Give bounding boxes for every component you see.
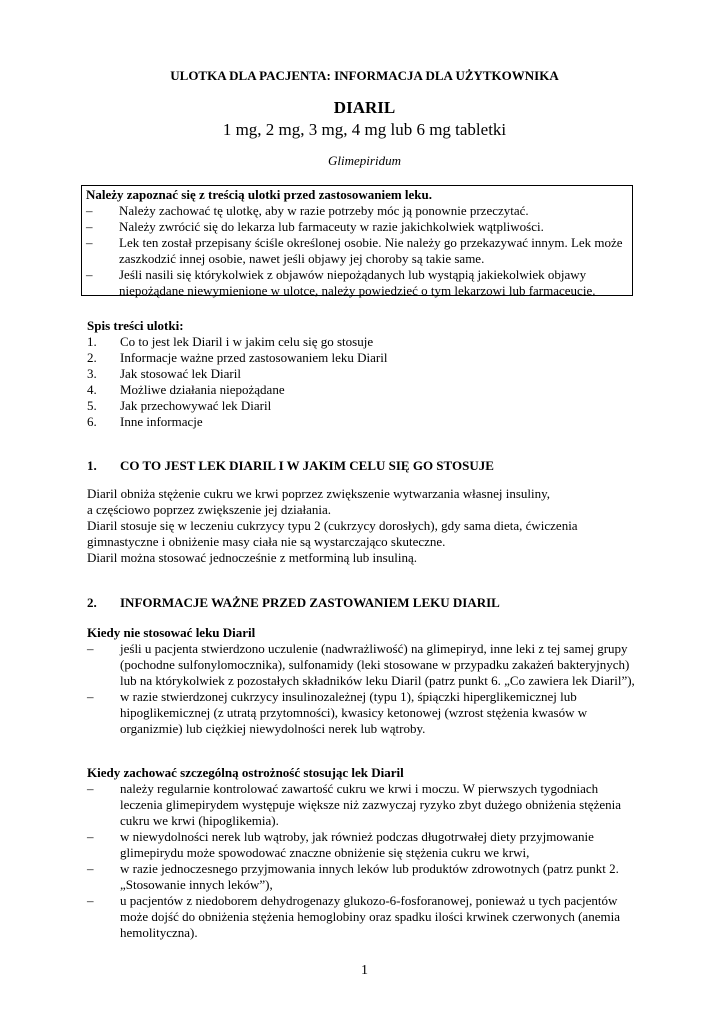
notice-item: – Należy zachować tę ulotkę, aby w razie potrzeby móc ją ponownie przeczytać. xyxy=(86,203,529,218)
toc-item: 1. Co to jest lek Diaril i w jakim celu się go stosuje xyxy=(87,334,374,349)
section-1-paragraph: a częściowo poprzez zwiększenie jej działania. xyxy=(87,502,331,517)
toc-item: 3. Jak stosować lek Diaril xyxy=(87,366,241,381)
contraindication-item: – w razie stwierdzonej cukrzycy insulinozależnej (typu 1), śpiączki hiperglikemicznej lub hipoglikemicznej (z utratą przytomności), kwasicy ketonowej (wzrost stężenia kwasów w organizmie) lub ciężkiej niewydolności nerek lub wątroby. xyxy=(87,689,588,736)
toc-item: 4. Możliwe działania niepożądane xyxy=(87,382,285,397)
drug-doses: 1 mg, 2 mg, 3 mg, 4 mg lub 6 mg tabletki xyxy=(222,120,507,139)
drug-inn: Glimepiridum xyxy=(328,153,401,168)
toc-item: 6. Inne informacje xyxy=(87,414,203,429)
toc-list xyxy=(87,334,642,430)
precaution-item: – należy regularnie kontrolować zawartość cukru we krwi i moczu. W pierwszych tygodniach leczenia glimepirydem występuje większe niż zazwyczaj ryzyko zbyt dużego obniżenia stężenia cukru we krwi (hipoglikemia). xyxy=(87,781,622,828)
section-1-body xyxy=(87,486,642,566)
contraindications-block xyxy=(87,625,642,737)
precaution-item: – w razie jednoczesnego przyjmowania innych leków lub produktów zdrowotnych (patrz punkt 2. „Stosowanie innych leków”), xyxy=(87,861,619,892)
drug-name: DIARIL xyxy=(333,98,396,117)
toc-item: 2. Informacje ważne przed zastosowaniem leku Diaril xyxy=(87,350,388,365)
precaution-item: – w niewydolności nerek lub wątroby, jak również podczas długotrwałej diety przyjmowanie glimepirydu może spowodować znaczne obniżenie się stężenia cukru we krwi, xyxy=(87,829,594,860)
section-2-heading: 2. INFORMACJE WAŻNE PRZED ZASTOWANIEM LEKU DIARIL xyxy=(87,595,500,610)
section-1-paragraph: Diaril można stosować jednocześnie z metforminą lub insuliną. xyxy=(87,550,417,565)
contraindication-item: – jeśli u pacjenta stwierdzono uczulenie (nadwrażliwość) na glimepiryd, inne leki z tej samej grupy (pochodne sulfonylomocznika), sulfonamidy (leki stosowane w przypadku zakażeń bakteryjnych) lub na którykolwiek z pozostałych składników leku Diaril (patrz punkt 6. „Co zawiera lek Diaril”), xyxy=(87,641,635,688)
section-1-paragraph: Diaril obniża stężenie cukru we krwi poprzez zwiększenie wytwarzania własnej insuliny, xyxy=(87,486,551,501)
notice-item: – Jeśli nasili się którykolwiek z objawów niepożądanych lub wystąpią jakiekolwiek objawy niepożądane niewymienione w ulotce, należy powiedzieć o tym lekarzowi lub farmaceucie. xyxy=(86,267,596,298)
notice-list xyxy=(86,203,628,299)
toc-heading: Spis treści ulotki: xyxy=(87,318,184,333)
precautions-block xyxy=(87,765,642,941)
toc-item: 5. Jak przechowywać lek Diaril xyxy=(87,398,272,413)
precaution-item: – u pacjentów z niedoborem dehydrogenazy glukozo-6-fosforanowej, ponieważ u tych pacjentów może dojść do obniżenia stężenia hemoglobiny oraz spadku ilości krwinek czerwonych (anemia hemolityczna). xyxy=(87,893,620,940)
section-1-heading: 1. CO TO JEST LEK DIARIL I W JAKIM CELU SIĘ GO STOSUJE xyxy=(87,458,494,473)
section-1-paragraph: Diaril stosuje się w leczeniu cukrzycy typu 2 (cukrzycy dorosłych), gdy sama dieta, ćwiczenia gimnastyczne i obniżenie masy ciała nie są wystarczająco skuteczne. xyxy=(87,518,578,549)
notice-box xyxy=(81,185,633,296)
notice-item: – Należy zwrócić się do lekarza lub farmaceuty w razie jakichkolwiek wątpliwości. xyxy=(86,219,544,234)
table-of-contents xyxy=(87,318,642,430)
notice-heading: Należy zapoznać się z treścią ulotki przed zastosowaniem leku. xyxy=(86,187,433,202)
precautions-heading: Kiedy zachować szczególną ostrożność stosując lek Diaril xyxy=(87,765,404,780)
precautions-list xyxy=(87,781,642,941)
contraindications-heading: Kiedy nie stosować leku Diaril xyxy=(87,625,256,640)
notice-item: – Lek ten został przepisany ściśle określonej osobie. Nie należy go przekazywać innym. Lek może zaszkodzić innej osobie, nawet jeśli objawy jej choroby są takie same. xyxy=(86,235,623,266)
leaflet-header-title: ULOTKA DLA PACJENTA: INFORMACJA DLA UŻYTKOWNIKA xyxy=(170,68,559,83)
contraindications-list xyxy=(87,641,642,737)
page-number: 1 xyxy=(361,963,368,978)
